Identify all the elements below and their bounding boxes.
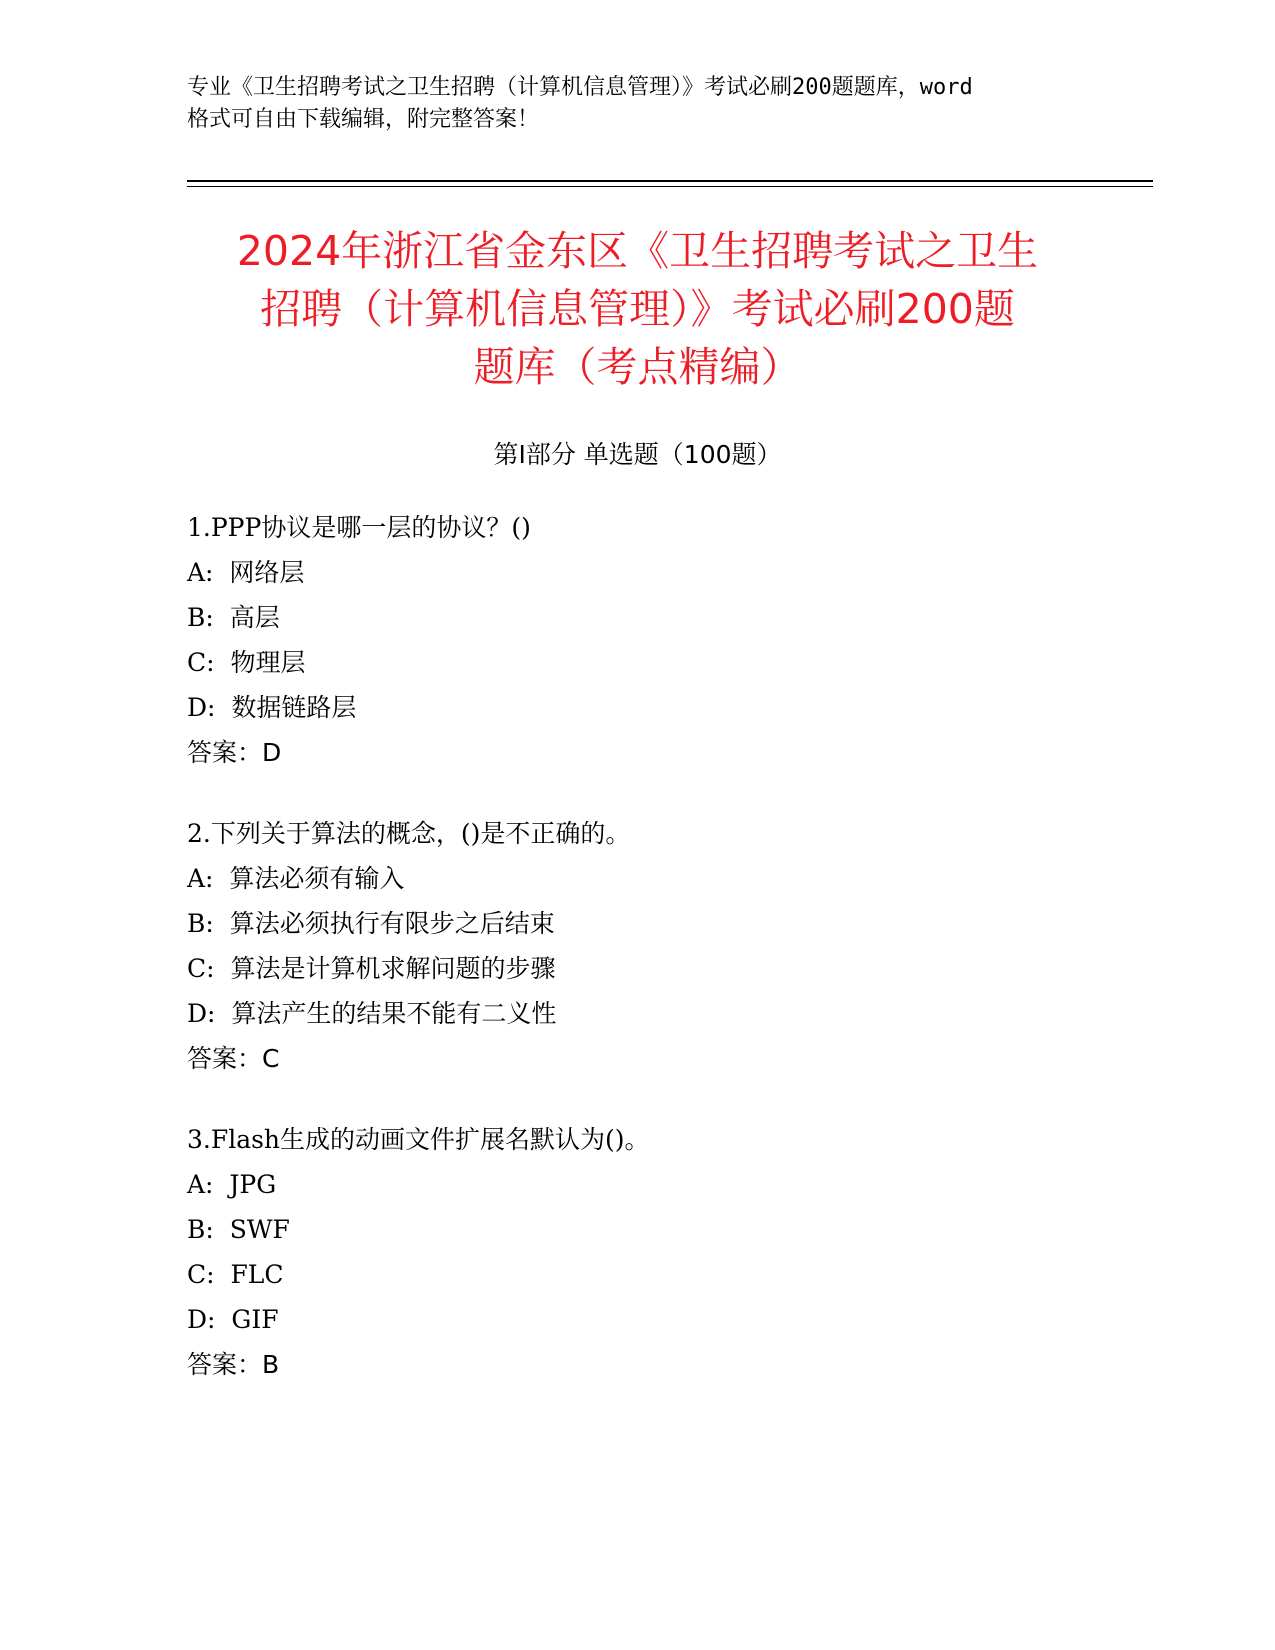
answer: 答案：B bbox=[187, 1350, 280, 1379]
option-c: C: 算法是计算机求解问题的步骤 bbox=[187, 954, 556, 983]
title-line-1: 2024年浙江省金东区《卫生招聘考试之卫生 bbox=[236, 227, 1039, 275]
option-a: A: 网络层 bbox=[187, 558, 305, 587]
header-divider-thin bbox=[187, 186, 1153, 187]
option-d: D: 数据链路层 bbox=[187, 693, 357, 722]
option-d: D: GIF bbox=[187, 1305, 279, 1334]
option-c: C: FLC bbox=[187, 1260, 284, 1289]
header-note-line-2: 格式可自由下载编辑，附完整答案！ bbox=[187, 107, 540, 132]
question-stem: 1.PPP协议是哪一层的协议？() bbox=[187, 513, 531, 542]
question-stem: 3.Flash生成的动画文件扩展名默认为()。 bbox=[187, 1125, 650, 1154]
document-title bbox=[150, 222, 1125, 396]
title-line-3: 题库（考点精编） bbox=[473, 343, 802, 391]
option-a: A: 算法必须有输入 bbox=[187, 864, 405, 893]
option-c: C: 物理层 bbox=[187, 648, 306, 677]
option-b: B: 算法必须执行有限步之后结束 bbox=[187, 909, 555, 938]
header-divider-thick bbox=[187, 180, 1153, 182]
answer: 答案：C bbox=[187, 1044, 280, 1073]
header-note-line-1: 专业《卫生招聘考试之卫生招聘（计算机信息管理）》考试必刷200题题库，word bbox=[187, 75, 973, 100]
option-b: B: SWF bbox=[187, 1215, 290, 1244]
question-stem: 2.下列关于算法的概念，()是不正确的。 bbox=[187, 819, 631, 848]
question-1 bbox=[187, 505, 1137, 775]
option-b: B: 高层 bbox=[187, 603, 280, 632]
question-2 bbox=[187, 811, 1137, 1081]
option-d: D: 算法产生的结果不能有二义性 bbox=[187, 999, 557, 1028]
question-3 bbox=[187, 1117, 1137, 1387]
section-heading: 第I部分 单选题（100题） bbox=[493, 440, 782, 469]
title-line-2: 招聘（计算机信息管理）》考试必刷200题 bbox=[260, 285, 1015, 333]
header-note bbox=[187, 72, 1087, 136]
answer: 答案：D bbox=[187, 738, 282, 767]
option-a: A: JPG bbox=[187, 1170, 277, 1199]
